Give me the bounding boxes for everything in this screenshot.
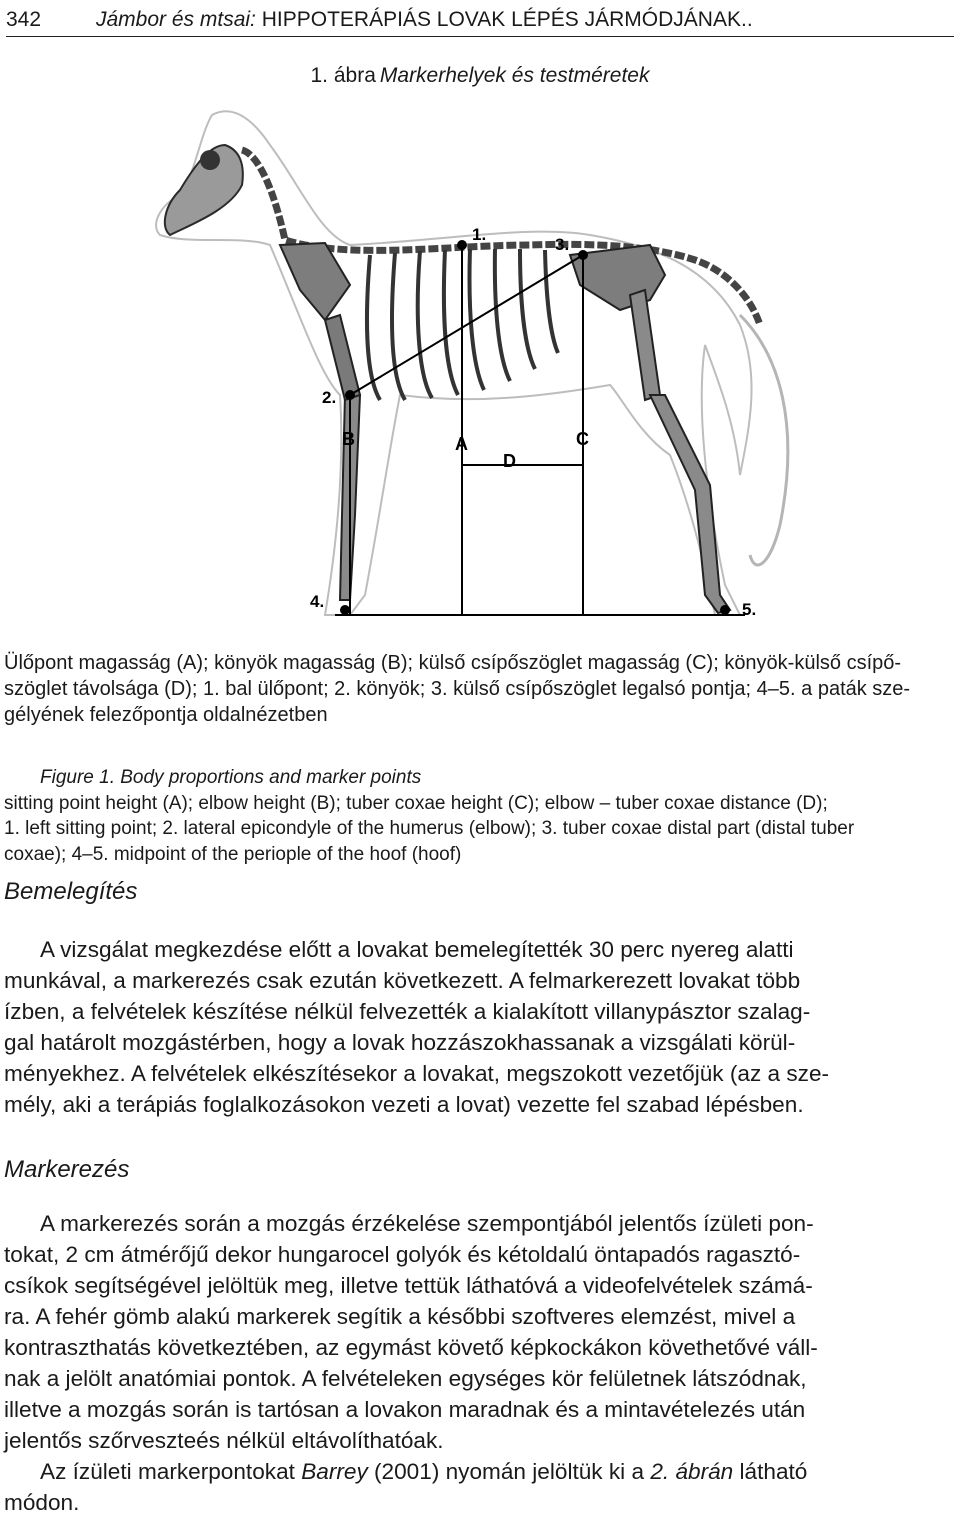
figure-caption-title: Markerhelyek és testméretek: [379, 64, 650, 87]
measure-line-D: [350, 255, 583, 395]
body-line: A markerezés során a mozgás érzékelése szempontjából jelentős ízületi pon-: [40, 1211, 814, 1236]
caption-en-line: sitting point height (A); elbow height (B); tuber coxae height (C); elbow – tuber coxae distance (D);: [4, 792, 828, 814]
body-line: csíkok segítségével jelöltük meg, illetve tettük láthatóvá a videofelvételek számá-: [4, 1273, 813, 1298]
marker-label-3: 3.: [555, 235, 570, 254]
body-line: mély, aki a terápiás foglalkozásokon vezeti a lovat) vezette fel szabad lépésben.: [4, 1092, 804, 1117]
body-line: gal határolt mozgástérben, hogy a lovak hozzászokhassanak a vizsgálati körül-: [4, 1030, 796, 1055]
citation-author: Barrey: [301, 1459, 368, 1484]
caption-hu-line: Ülőpont magasság (A); könyök magasság (B); külső csípőszöglet magasság (C); könyök-külső csípő-: [4, 652, 902, 674]
body-line: ra. A fehér gömb alakú markerek segítik a későbbi szoftveres elemzést, mivel a: [4, 1304, 796, 1329]
body-line: tokat, 2 cm átmérőjű dekor hungarocel golyók és kétoldalú öntapadós ragasztó-: [4, 1242, 801, 1267]
section-body-bemelegites: [4, 934, 956, 1120]
marker-label-5: 5.: [742, 600, 757, 619]
scapula: [280, 243, 350, 320]
marker-point-4: [340, 605, 350, 615]
page-header: [6, 6, 954, 37]
marker-point-1: [457, 240, 467, 250]
figure-title: [0, 64, 960, 88]
marker-point-5: [720, 605, 730, 615]
marker-label-2: 2.: [322, 388, 337, 407]
figure-reference: 2. ábrán: [650, 1459, 734, 1484]
body-line: A vizsgálat megkezdése előtt a lovakat bemelegítették 30 perc nyereg alatti: [40, 937, 794, 962]
text-run: látható: [733, 1459, 808, 1484]
caption-hungarian: [4, 650, 954, 728]
running-head-title: HIPPOTERÁPIÁS LOVAK LÉPÉS JÁRMÓDJÁNAK..: [261, 8, 753, 31]
section-heading-markerezes: Markerezés: [4, 1156, 130, 1183]
body-line: ízben, a felvételek készítése nélkül felvezették a kialakított villanypásztor szalag-: [4, 999, 811, 1024]
eye-socket: [200, 150, 220, 170]
measure-label-A: A: [455, 434, 468, 454]
marker-label-4: 4.: [310, 592, 325, 611]
horse-skeleton-figure: [150, 95, 810, 645]
text-run: Az ízületi markerpontokat: [40, 1459, 302, 1484]
caption-en-figure-label: Figure 1. Body proportions and marker points: [40, 767, 422, 788]
marker-point-3: [578, 250, 588, 260]
horse-outline: [156, 111, 751, 615]
body-line: módon.: [4, 1490, 80, 1515]
caption-en-line: coxae); 4–5. midpoint of the periople of the hoof (hoof): [4, 843, 462, 865]
page-number: 342: [6, 8, 42, 31]
caption-en-line: 1. left sitting point; 2. lateral epicondyle of the humerus (elbow); 3. tuber coxae distal part (distal tuber: [4, 818, 855, 839]
body-line: nak a jelölt anatómiai pontok. A felvételeken egységes kör felületnek látszódnak,: [4, 1366, 807, 1391]
hind-leg-bones: [650, 395, 730, 613]
measure-label-D: D: [503, 451, 516, 471]
measure-label-C: C: [576, 429, 589, 449]
running-head-authors: Jámbor és mtsai:: [96, 8, 256, 31]
body-line: jelentős szőrveszteés nélkül eltávolíthatóak.: [4, 1428, 444, 1453]
marker-label-1: 1.: [472, 225, 487, 244]
body-line-last-paragraph: [4, 1456, 956, 1487]
body-line: illetve a mozgás során is tartósan a lovakon maradnak és a mintavételezés után: [4, 1397, 806, 1422]
section-body-markerezes: [4, 1208, 956, 1518]
body-line: ményekhez. A felvételek elkészítésekor a lovakat, megszokott vezetőjük (az a sze-: [4, 1061, 830, 1086]
marker-point-2: [345, 390, 355, 400]
caption-english: [4, 765, 954, 867]
femur: [630, 290, 660, 400]
measure-label-B: B: [342, 429, 355, 449]
running-head: [96, 8, 753, 32]
body-line: munkával, a markerezés csak ezután következett. A felmarkerezett lovakat több: [4, 968, 801, 993]
caption-hu-line: gélyének felezőpontja oldalnézetben: [4, 704, 328, 726]
section-heading-bemelegites: Bemelegítés: [4, 878, 138, 905]
caption-hu-line: szöglet távolsága (D); 1. bal ülőpont; 2. könyök; 3. külső csípőszöglet legalsó pontja; 4–5. a paták sze-: [4, 678, 911, 700]
body-line: kontraszthatás következtében, az egymást követő képkockákon követhetővé váll-: [4, 1335, 818, 1360]
text-run: (2001) nyomán jelöltük ki a: [367, 1459, 651, 1484]
figure-label: 1. ábra: [310, 64, 376, 87]
